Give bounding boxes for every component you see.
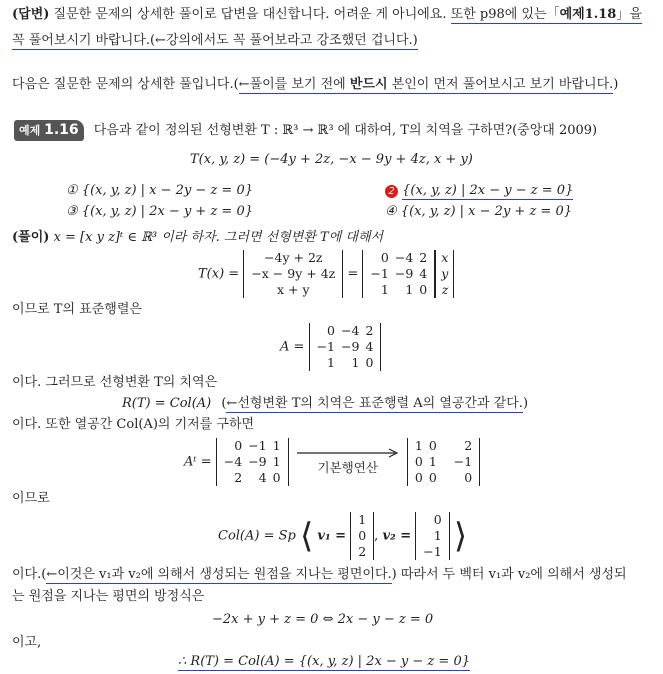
solution-line-6: 이다.(←이것은 v₁과 v₂에 의해서 생성되는 원점을 지나는 평면이다.) 따라서 두 벡터 v₁과 v₂에 의해서 생성되 xyxy=(12,567,627,582)
matrix-a-1: 0 −4 2 −1 −9 4 1 1 0 xyxy=(362,250,435,298)
solution-line-8: 이고, xyxy=(12,635,42,650)
answer-line-2 xyxy=(12,32,418,50)
intro-line: 다음은 질문한 문제의 상세한 풀입니다.(←풀이를 보기 전에 반드시 본인이 먼저 풀어보시고 보기 바랍니다.) xyxy=(12,77,619,92)
selected-mark-icon: 2 xyxy=(385,185,398,198)
plane-equation: −2x + y + z = 0 ⇔ 2x − y − z = 0 xyxy=(212,612,434,627)
solution-line-4: 이다. 또한 열공간 Col(A)의 기저를 구하면 xyxy=(12,417,255,432)
question-text: 다음과 같이 정의된 선형변환 T : ℝ³ → ℝ³ 에 대하여, T의 치역을 구하면?(중앙대 2009) xyxy=(93,123,598,138)
tx-vector: −4y + 2z −x − 9y + 4z x + y xyxy=(243,250,343,298)
col-equation: Col(A) = Sp ⟨ v₁ = 1 0 2 , v₂ = 0 1 −1 ⟩ xyxy=(218,512,468,559)
answer-text: 질문한 문제의 상세한 풀이로 답변을 대신합니다. 어려운 게 아니에요. xyxy=(49,7,451,22)
matrix-a-2: 0 −4 2 −1 −9 4 1 1 0 xyxy=(309,323,382,371)
option-4[interactable]: ④ {(x, y, z) | x − 2y + z = 0} xyxy=(385,204,572,219)
xyz-vector: x y z xyxy=(435,250,454,298)
vector-v1: 1 0 2 xyxy=(350,512,374,560)
matrix-reduced: 1 0 2 0 1 −1 0 0 0 xyxy=(407,438,480,486)
emphasis-word: 반드시 xyxy=(349,77,388,92)
option-3[interactable]: ③ {(x, y, z) | 2x − y + z = 0} xyxy=(66,204,253,219)
option-1[interactable]: ① {(x, y, z) | x − 2y − z = 0} xyxy=(66,183,253,198)
solution-line-7: 는 원점을 지나는 평면의 방정식은 xyxy=(12,589,205,604)
answer-tag: (답변) xyxy=(12,7,50,22)
solution-line-5: 이므로 xyxy=(12,491,50,506)
solution-line-1: (풀이) x = [x y z]ᵗ ∈ ℝ³ 이라 하자. 그러면 선형변환 T에 대해서 xyxy=(12,230,384,245)
tx-equation: T(x) = −4y + 2z −x − 9y + 4z x + y = 0 −4 2 −1 −9 4 1 1 0 x y z xyxy=(198,250,454,298)
row-reduce-arrow: 기본행연산 xyxy=(293,448,403,476)
solution-line-3: 이다. 그러므로 선형변환 T의 치역은 xyxy=(12,375,218,390)
answer-line-1 xyxy=(12,6,642,24)
arrow-right-icon xyxy=(293,448,403,458)
answer-note: 꼭 풀어보시기 바랍니다.(←강의에서도 꼭 풀어보라고 강조했던 겁니다.) xyxy=(12,33,418,48)
solution-tag: (풀이) xyxy=(12,230,50,245)
final-answer: ∴ R(T) = Col(A) = {(x, y, z) | 2x − y − z = 0} xyxy=(178,654,470,669)
range-line: R(T) = Col(A) (←선형변환 T의 치역은 표준행렬 A의 열공간과 같다.) xyxy=(122,396,529,411)
solution-line-2: 이므로 T의 표준행렬은 xyxy=(12,302,142,317)
answer-ref-link[interactable]: 또한 p98에 있는「예제1.18」을 xyxy=(450,7,642,22)
example-badge: 예제 1.16 xyxy=(14,120,84,141)
transform-formula: T(x, y, z) = (−4y + 2z, −x − 9y + 4z, x + y) xyxy=(190,152,473,167)
option-2[interactable]: 2 {(x, y, z) | 2x − y − z = 0} xyxy=(385,182,573,200)
matrix-at: 0 −1 1 −4 −9 1 2 4 0 xyxy=(216,438,289,486)
at-equation: Aᵗ = 0 −1 1 −4 −9 1 2 4 0 기본행연산 1 0 2 0 1 −1 0 0 0 xyxy=(184,438,480,486)
example-question xyxy=(14,120,597,141)
a-equation: A = 0 −4 2 −1 −9 4 1 1 0 xyxy=(280,323,381,371)
vector-v2: 0 1 −1 xyxy=(415,512,449,560)
